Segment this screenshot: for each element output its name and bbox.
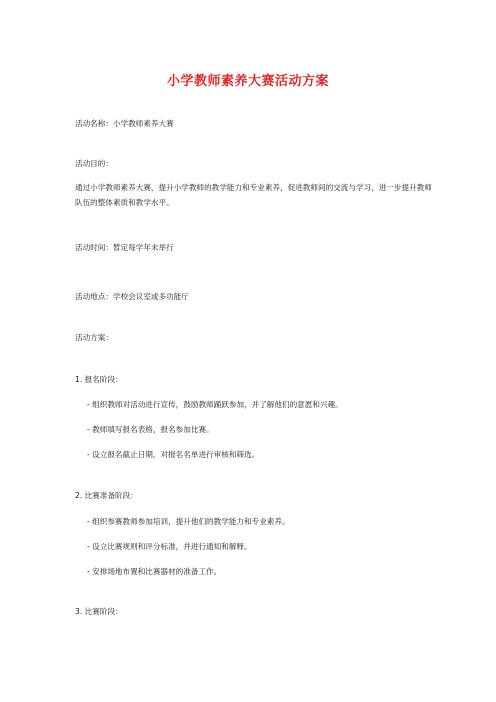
stage-item: - 设立比赛规则和评分标准，并进行通知和解释。: [87, 542, 252, 551]
purpose-text: 通过小学教师素养大赛，提升小学教师的教学能力和专业素养，促进教师间的交流与学习，进一步提升教师队伍的整体素质和教学水平。: [75, 183, 432, 207]
stage-item: - 组织参赛教师参加培训，提升他们的教学能力和专业素养。: [87, 517, 290, 526]
stage-item: - 组织教师对活动进行宣传，鼓励教师踊跃参加，并了解他们的意愿和兴趣。: [87, 400, 343, 409]
stage-heading: 3. 比赛阶段：: [75, 607, 123, 616]
stage-heading: 2. 比赛准备阶段：: [75, 491, 138, 500]
plan-heading: 活动方案：: [75, 333, 113, 342]
activity-location: 活动地点：学校会议室或多功能厅: [75, 292, 189, 301]
document-title: 小学教师素养大赛活动方案: [166, 74, 329, 89]
activity-name: 活动名称：小学教师素养大赛: [75, 119, 174, 128]
purpose-heading: 活动目的：: [75, 159, 113, 168]
stage-item: - 教师填写报名表格，报名参加比赛。: [87, 425, 214, 434]
stage-item: - 设立报名截止日期，对报名名单进行审核和筛选。: [87, 450, 260, 459]
activity-time: 活动时间：暂定每学年末举行: [75, 243, 174, 252]
stage-item: - 安排场地布置和比赛器材的准备工作。: [87, 567, 222, 576]
stage-heading: 1. 报名阶段：: [75, 375, 123, 384]
